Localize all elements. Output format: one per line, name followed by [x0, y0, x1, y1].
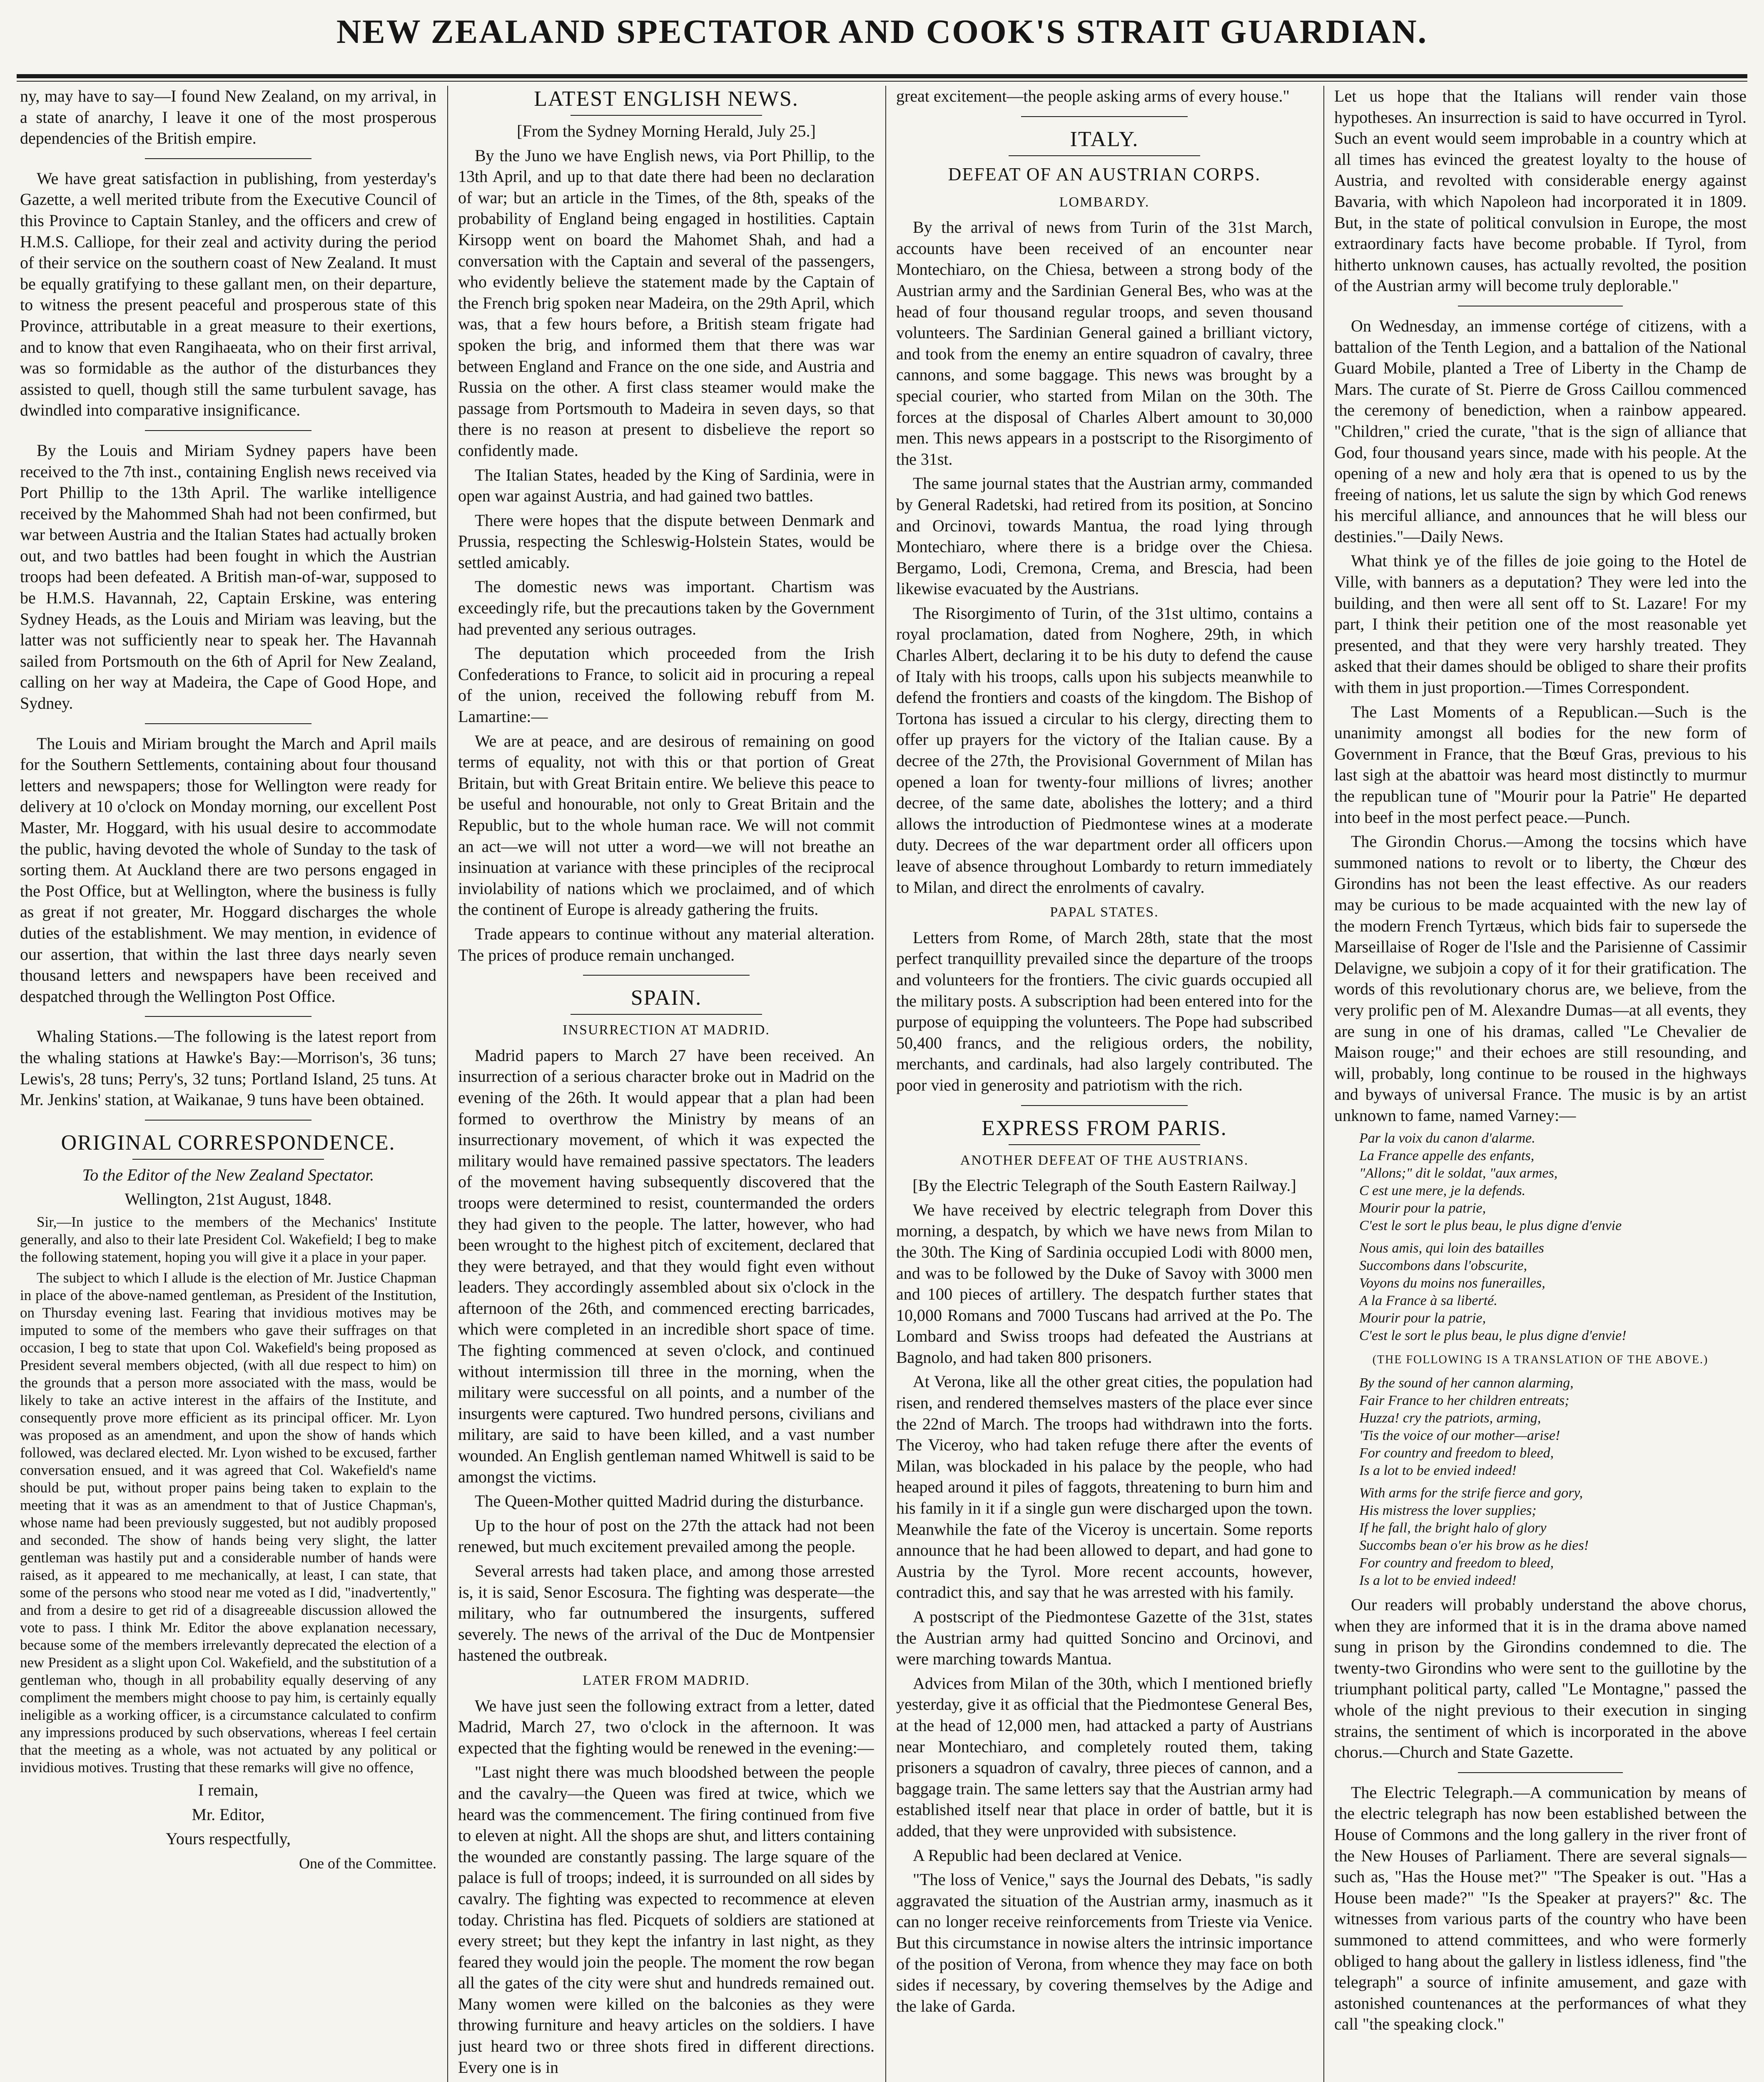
- heading-rule: [1009, 1144, 1200, 1145]
- article-paragraph: We have just seen the following extract from a letter, dated Madrid, March 27, two o'clock in the afternoon. It was expected that the fighting would be renewed in the evening:—: [458, 1696, 875, 1757]
- section-heading: ITALY.: [1070, 127, 1139, 151]
- article-paragraph: What think ye of the filles de joie going to the Hotel de Ville, with banners as a deputation? They were led into the building, and then were all sent off to St. Lazare! For my part, I think their petition one of the most reasonable yet presented, and that they were very harshly treated. They asked that their dames should be obliged to share their profits with them in just proportion.—Times Correspondent.: [1334, 551, 1747, 697]
- separator-rule: [583, 975, 750, 976]
- article-paragraph: The deputation which proceeded from the Irish Confederations to France, to solicit aid in procuring a repeal of the union, received the following rebuff from M. Lamartine:—: [458, 644, 875, 726]
- letter-address: To the Editor of the New Zealand Spectator.: [82, 1165, 374, 1184]
- article-paragraph: Let us hope that the Italians will render vain those hypotheses. An insurrection is said to have occurred in Tyrol. Such an event would seem improbable in a country which at all times has evinced the greatest loyalty to the house of Austria, and revolted with considerable energy against Bavaria, with which Napoleon had incorporated it in 1809. But, in the state of political convulsion in Europe, the most extraordinary facts have become probable. If Tyrol, from hitherto unknown causes, has actually revolted, the position of the Austrian army will become truly deplorable.": [1334, 87, 1747, 295]
- article-paragraph: The Risorgimento of Turin, of the 31st ultimo, contains a royal proclamation, dated from Noghere, 29th, in which Charles Albert, declaring it to be his duty to defend the cause of Italy with his troops, calls upon his subjects meanwhile to defend the frontiers and coasts of the kingdom. The Bishop of Tortona has issued a circular to his clergy, directing them to offer up prayers for the victory of the Italian cause. By a decree of the 27th, the Provisional Government of Milan has opened a loan for twenty-four millions of livres; another decree, of the same date, abolishes the lottery; and a third allows the introduction of Piedmontese wines at a moderate duty. Decrees of the war department order all officers upon leave of absence throughout Lombardy to return immediately to Milan, and direct the enrolments of cavalry.: [896, 603, 1313, 897]
- masthead-rule-thin: [17, 81, 1747, 82]
- article-paragraph: We are at peace, and are desirous of remaining on good terms of equality, not with this or that portion of Great Britain, but with Great Britain entire. We believe this peace to be useful and honourable, not only to Great Britain and the Republic, but to the whole human race. We will not commit an act—we will not utter a word—we will not breathe an insinuation at variance with these principles of the reciprocal inviolability of nations which we proclaimed, and of which the continent of Europe is already gathering the fruits.: [458, 731, 875, 919]
- column-divider: [447, 86, 448, 2082]
- column-1: [20, 86, 436, 2082]
- subheading: (THE FOLLOWING IS A TRANSLATION OF THE ABOVE.): [1372, 1353, 1709, 1366]
- article-paragraph: Sir,—In justice to the members of the Mechanics' Institute generally, and also to their late President Col. Wakefield; I beg to make the following statement, hoping you will give it a place in your paper.: [20, 1213, 436, 1265]
- column-2: [458, 86, 875, 2082]
- article-paragraph: Whaling Stations.—The following is the latest report from the whaling stations at Hawke's Bay:—Morrison's, 36 tuns; Lewis's, 28 tuns; Perry's, 32 tuns; Portland Island, 25 tuns. At Mr. Jenkins' station, at Waikanae, 9 tuns have been obtained.: [20, 1027, 436, 1109]
- heading-rule: [571, 1014, 762, 1015]
- separator-rule: [145, 430, 311, 431]
- separator-rule: [1021, 116, 1188, 117]
- article-paragraph: The Queen-Mother quitted Madrid during the disturbance.: [475, 1492, 864, 1511]
- article-source: [From the Sydney Morning Herald, July 25.]: [517, 122, 816, 140]
- heading-rule: [571, 115, 762, 116]
- article-paragraph: At Verona, like all the other great cities, the population had risen, and rendered themselves masters of the place ever since the 22nd of March. The troops had withdrawn into the forts. The Viceroy, who had taken refuge there after the events of Milan, was blockaded in his palace by the people, who had heaped around it piles of faggots, threatening to burn him and his family in it if a single gun were discharged upon the town. Meanwhile the fate of the Viceroy is uncertain. Some reports announce that he had been allowed to depart, and had gone to Austria by the Tyrol. More recent accounts, however, contradict this, and say that he was arrested with his family.: [896, 1372, 1313, 1602]
- article-paragraph: The domestic news was important. Chartism was exceedingly rife, but the precautions taken by the Government had prevented any serious outrages.: [458, 577, 875, 638]
- article-paragraph: By the arrival of news from Turin of the 31st March, accounts have been received of an encounter near Montechiaro, on the Chiesa, between a strong body of the Austrian army and the Sardinian General Bes, who was at the head of four thousand regular troops, and seven thousand volunteers. The Sardinian General gained a brilliant victory, and took from the enemy an entire squadron of cavalry, three cannons, and some baggage. This news was brought by a special courier, who started from Milan on the 30th. The forces at the disposal of Charles Albert amount to 30,000 men. This news appears in a postscript to the Risorgimento of the 31st.: [896, 218, 1313, 468]
- subheading: INSURRECTION AT MADRID.: [563, 1022, 770, 1038]
- article-paragraph: ny, may have to say—I found New Zealand, on my arrival, in a state of anarchy, I leave it one of the most prosperous dependencies of the British empire.: [20, 87, 436, 148]
- subheading: LOMBARDY.: [1059, 194, 1150, 210]
- article-paragraph: The Italian States, headed by the King of Sardinia, were in open war against Austria, and had gained two battles.: [458, 465, 875, 506]
- heading-rule: [132, 1159, 324, 1160]
- article-title: DEFEAT OF AN AUSTRIAN CORPS.: [948, 164, 1261, 184]
- article-paragraph: The Electric Telegraph.—A communication by means of the electric telegraph has now been established between the House of Commons and the long gallery in the river front of the New Houses of Parliament. There are several signals—such as, "Has the House met?" "The Speaker is out. "Has a House been made?" "Is the Speaker at prayers?" &c. The witnesses from various parts of the country who have been summoned to attend committees, and who were formerly obliged to hang about the gallery in listless idleness, find "the telegraph" a source of infinite amusement, and gaze with astonished countenances at the performances of what they call "the speaking clock.": [1334, 1783, 1747, 2034]
- column-divider: [1323, 86, 1324, 2082]
- subheading: ANOTHER DEFEAT OF THE AUSTRIANS.: [960, 1152, 1249, 1168]
- letter-signoff: Yours respectfully,: [166, 1829, 291, 1848]
- article-paragraph: Letters from Rome, of March 28th, state that the most perfect tranquillity prevailed since the departure of the troops and volunteers for the frontiers. The civic guards occupied all the military posts. A subscription had been entered into for the purpose of equipping the volunteers. The Pope had subscribed 50,400 francs, and the religious orders, the nobility, merchants, and cardinals, had also largely contributed. The poor vied in generosity and patriotism with the rich.: [896, 928, 1313, 1094]
- article-paragraph: On Wednesday, an immense cortége of citizens, with a battalion of the Tenth Legion, and a battalion of the National Guard Mobile, planted a Tree of Liberty in the Champ de Mars. The curate of St. Pierre de Gross Caillou commenced the ceremony of benediction, when a rainbow appeared. "Children," cried the curate, "that is the sign of alliance that God, four thousand years since, made with his people. At the opening of a new and holy æra that is opened to us by the freeing of nations, let us salute the sign by which God renews his merciful alliance, and announces that he will bless our destinies."—Daily News.: [1334, 316, 1747, 546]
- poem-stanza: With arms for the strife fierce and gory, His mistress the lover supplies; If he fall, the bright halo of glory Succombs bean o'er his brow as he dies! For country and freedom to bleed, Is a lot to be envied indeed!: [1359, 1485, 1589, 1589]
- section-heading: ORIGINAL CORRESPONDENCE.: [61, 1131, 396, 1155]
- article-paragraph: A postscript of the Piedmontese Gazette of the 31st, states the Austrian army had quitted Soncino and Orcinovi, and were marching towards Mantua.: [896, 1607, 1313, 1669]
- article-paragraph: We have received by electric telegraph from Dover this morning, a despatch, by which we have news from Milan to the 30th. The King of Sardinia occupied Lodi with 8000 men, and was to be followed by the Duke of Savoy with 3000 men and 100 pieces of artillery. The despatch further states that 10,000 Romans and 7000 Tuscans had arrived at the Po. The Lombard and Swiss troops had defeated the Austrians at Bagnolo, and had taken 800 prisoners.: [896, 1200, 1313, 1367]
- separator-rule: [145, 723, 311, 724]
- masthead-title: NEW ZEALAND SPECTATOR AND COOK'S STRAIT GUARDIAN.: [336, 12, 1428, 50]
- column-4: [1334, 86, 1747, 2082]
- article-paragraph: Advices from Milan of the 30th, which I mentioned briefly yesterday, give it as official that the Piedmontese General Bes, at the head of 12,000 men, had attacked a party of Austrians near Montechiaro, and completely routed them, taking prisoners a squadron of cavalry, three pieces of cannon, and a baggage train. The same letters say that the Austrian army had established itself near that place in order of battle, but it is added, that they were unprovided with subsistence.: [896, 1674, 1313, 1840]
- article-paragraph: A Republic had been declared at Venice.: [913, 1845, 1182, 1865]
- letter-signoff: I remain,: [198, 1780, 259, 1799]
- article-paragraph: The subject to which I allude is the election of Mr. Justice Chapman in place of the above-named gentleman, as President of the Institution, on Thursday evening last. Fearing that invidious motives may be imputed to some of the members who gave their suffrages on that occasion, I beg to state that upon Col. Wakefield's being proposed as President several members objected, (with all due respect to him) on the grounds that a person more associated with the mass, would be likely to take an active interest in the affairs of the Institute, and consequently prove more efficient as its principal officer. Mr. Lyon was proposed as an amendment, and upon the show of hands which followed, was declared elected. Mr. Lyon wished to be excused, farther conversation ensued, and it was agreed that Col. Wakefield's name should be put, without proper pains being taken to explain to the meeting that it was as an amendment to that of Justice Chapman's, whose name had been previously suggested, but not audibly proposed and seconded. The show of hands being very slight, the latter gentleman was hastily put and a considerable number of hands were raised, as it appeared to me mechanically, at least, I can state, that some of the persons who stood near me voted as I did, "inadvertently," and from a desire to get rid of a disagreeable discussion allowed the vote to pass. I think Mr. Editor the above explanation necessary, because some of the members irrelevantly deprecated the election of a new President as a slight upon Col. Wakefield, and the substitution of a gentleman who, though in all probability equally deserving of any compliment the members might choose to pay him, is certainly equally ineligible as a working officer, is a circumstance calculated to confirm any impressions produced by such observations, whereas I feel certain that the meeting as a whole, was not actuated by any political or invidious motives. Trusting that these remarks will give no offence,: [20, 1269, 436, 1776]
- column-3: [896, 86, 1313, 2082]
- section-heading: LATEST ENGLISH NEWS.: [534, 87, 799, 111]
- article-paragraph: Our readers will probably understand the above chorus, when they are informed that it is in the drama above named sung in prison by the Girondins condemned to die. The twenty-two Girondins who were sent to the guillotine by the triumphant political party, called "Le Montagne," passed the whole of the night previous to their execution in singing strains, the sentiment of which is incorporated in the above chorus.—Church and State Gazette.: [1334, 1595, 1747, 1762]
- poem-stanza: Par la voix du canon d'alarme. La France appelle des enfants, "Allons;" dit le soldat, "aux armes, C est une mere, je la defends. Mourir pour la patrie, C'est le sort le plus beau, le plus digne d'envie: [1359, 1130, 1622, 1233]
- article-paragraph: We have great satisfaction in publishing, from yesterday's Gazette, a well merited tribute from the Executive Council of this Province to Captain Stanley, and the officers and crew of H.M.S. Calliope, for their zeal and activity during the period of their service on the southern coast of New Zealand. It must be equally gratifying to these gallant men, on their departure, to witness the present peaceful and prosperous state of this Province, attributable in a great measure to their exertions, and to know that even Rangihaeata, who on their first arrival, was so formidable as the author of the disturbances they assisted to quell, though still the same turbulent savage, has dwindled into comparative insignificance.: [20, 169, 436, 420]
- article-paragraph: "Last night there was much bloodshed between the people and the cavalry—the Queen was fired at twice, which we heard was the commencement. The firing continued from five to eleven at night. All the shops are shut, and litters containing the wounded are constantly passing. The large square of the palace is full of troops; indeed, it is surrounded on all sides by cavalry. The fighting was expected to recommence at eleven today. Christina has fled. Picquets of soldiers are stationed at every street; but they kept the infantry in last night, as they feared they would join the people. The moment the row began all the gates of the city were shut and hundreds remained out. Many women were killed on the balconies as they were throwing furniture and heavy articles on the soldiers. I have just heard two or three shots fired in different directions. Every one is in: [458, 1763, 875, 2077]
- article-paragraph: By the Juno we have English news, via Port Phillip, to the 13th April, and up to that date there had been no declaration of war; but an article in the Times, of the 8th, speaks of the probability of England being engaged in hostilities. Captain Kirsopp went on board the Mahomet Shah, and had a conversation with the Captain and several of the passengers, who evidently believe the statement made by the Captain of the French brig spoken near Madeira, on the 29th April, which was, that a few hours before, a British steam frigate had spoken the brig, and informed them that there was war between England and France on the one side, and Austria and Russia on the other. A first class steamer would make the passage from Portsmouth to Madeira in seven days, so that there is no reason at present to disbelieve the report so confidently made.: [458, 146, 875, 460]
- heading-rule: [1009, 155, 1200, 156]
- article-paragraph: There were hopes that the dispute between Denmark and Prussia, respecting the Schleswig-Holstein States, would be settled amicably.: [458, 511, 875, 572]
- article-paragraph: By the Louis and Miriam Sydney papers have been received to the 7th inst., containing English news received via Port Phillip to the 13th April. The warlike intelligence received by the Mahommed Shah had not been confirmed, but war between Austria and the Italian States had actually broken out, and two battles had been fought in which the Austrian troops had been defeated. A British man-of-war, supposed to be H.M.S. Havannah, 22, Captain Erskine, was entering Sydney Heads, as the Louis and Miriam was leaving, but the latter was not sufficiently near to speak her. The Havannah sailed from Portsmouth on the 6th of April for New Zealand, calling on her way at Madeira, the Cape of Good Hope, and Sydney.: [20, 441, 436, 713]
- subheading: LATER FROM MADRID.: [583, 1672, 750, 1688]
- separator-rule: [145, 1120, 311, 1121]
- article-paragraph: The Girondin Chorus.—Among the tocsins which have summoned nations to revolt or to liberty, the Chœur des Girondins has not been the least effective. As our readers may be curious to be made acquainted with the new lay of the modern French Tyrtæus, which bids fair to supersede the Marseillaise of Roger de l'Isle and the Parisienne of Cassimir Delavigne, we subjoin a copy of it for their gratification. The words of this revolutionary chorus are, we believe, from the very prolific pen of M. Alexandre Dumas—at all events, they are sung in one of his dramas, called "Le Chevalier de Maison rouge;" and their echoes are still resounding, and will, probably, long continue to be roused in the highways and byways of universal France. The music is by an artist unknown to fame, named Varney:—: [1334, 832, 1747, 1125]
- letter-signoff: Mr. Editor,: [192, 1805, 265, 1824]
- subheading: PAPAL STATES.: [1050, 904, 1159, 920]
- letter-date: Wellington, 21st August, 1848.: [125, 1190, 332, 1209]
- poem-stanza: Nous amis, qui loin des batailles Succombons dans l'obscurite, Voyons du moins nos funerailles, A la France à sa liberté. Mourir pour la patrie, C'est le sort le plus beau, le plus digne d'envie!: [1359, 1240, 1627, 1343]
- article-paragraph: Trade appears to continue without any material alteration. The prices of produce remain unchanged.: [458, 924, 875, 964]
- poem-stanza: By the sound of her cannon alarming, Fair France to her children entreats; Huzza! cry the patriots, arming, 'Tis the voice of our mother—arise! For country and freedom to bleed, Is a lot to be envied indeed!: [1359, 1375, 1574, 1479]
- article-paragraph: The Louis and Miriam brought the March and April mails for the Southern Settlements, containing about four thousand letters and newspapers; those for Wellington were ready for delivery at 10 o'clock on Monday morning, our excellent Post Master, Mr. Hoggard, with his usual desire to accommodate the public, having devoted the whole of Sunday to the task of sorting them. At Auckland there are two persons engaged in the Post Office, but at Wellington, where the business is fully as great if not greater, Mr. Hoggard discharges the whole duties of the establishment. We may mention, in evidence of our assertion, that within the last three days nearly seven thousand letters and newspapers have been received and despatched through the Wellington Post Office.: [20, 734, 436, 1006]
- section-heading: EXPRESS FROM PARIS.: [982, 1116, 1227, 1140]
- article-paragraph: The Last Moments of a Republican.—Such is the unanimity amongst all bodies for the new form of Government in France, that the Bœuf Gras, previous to his last sigh at the abattoir was heard most distinctly to murmur the republican tune of "Mourir pour la Patrie" He departed into beef in the most perfect peace.—Punch.: [1334, 702, 1747, 827]
- article-paragraph: Several arrests had taken place, and among those arrested is, it is said, Senor Escosura. The fighting was desperate—the military, who far outnumbered the insurgents, suffered severely. The news of the arrival of the Duc de Montpensier hastened the outbreak.: [458, 1562, 875, 1665]
- separator-rule: [1021, 1105, 1188, 1106]
- column-divider: [885, 86, 886, 2082]
- letter-signature: One of the Committee.: [299, 1855, 436, 1872]
- article-paragraph: The same journal states that the Austrian army, commanded by General Radetski, had retired from its position, at Soncino and Orcinovi, towards Mantua, the road lying through Montechiaro, where there is a bridge over the Chiesa. Bergamo, Lodi, Cremona, Crema, and Brescia, had been likewise evacuated by the Austrians.: [896, 474, 1313, 598]
- article-source: [By the Electric Telegraph of the South Eastern Railway.]: [912, 1176, 1296, 1195]
- article-paragraph: great excitement—the people asking arms of every house.": [896, 87, 1290, 105]
- section-heading: SPAIN.: [630, 986, 702, 1010]
- separator-rule: [145, 1016, 311, 1017]
- separator-rule: [145, 158, 311, 159]
- article-paragraph: Madrid papers to March 27 have been received. An insurrection of a serious character broke out in Madrid on the evening of the 26th. It would appear that a plan had been formed to overthrow the Ministry by means of an insurrectionary movement, of which it was expected the military would have remained passive spectators. The leaders of the movement having subsequently discovered that the troops were determined to resist, countermanded the orders they had given to the people. The latter, however, who had been wrought to the highest pitch of excitement, declared that they were betrayed, and that they would fight even without leaders. They accordingly assembled about six o'clock in the afternoon of the 26th, and commenced erecting barricades, which were completed in an incredible short space of time. The fighting commenced at seven o'clock, and continued without intermission till three in the morning, when the military were successful on all points, and a number of the insurgents were captured. Two hundred persons, civilians and military, are said to have been killed, and a vast number wounded. An English gentleman named Whitwell is said to be amongst the victims.: [458, 1046, 875, 1486]
- masthead-rule: [17, 74, 1747, 78]
- article-paragraph: "The loss of Venice," says the Journal des Debats, "is sadly aggravated the situation of the Austrian army, inasmuch as it can no longer receive reinforcements from Trieste via Venice. But this circumstance in nowise alters the intrinsic importance of the position of Verona, from whence they may face on both sides if necessary, by covering themselves by the Adige and the lake of Garda.: [896, 1870, 1313, 2015]
- separator-rule: [1458, 1772, 1623, 1773]
- article-paragraph: Up to the hour of post on the 27th the attack had not been renewed, but much excitement prevailed among the people.: [458, 1516, 875, 1556]
